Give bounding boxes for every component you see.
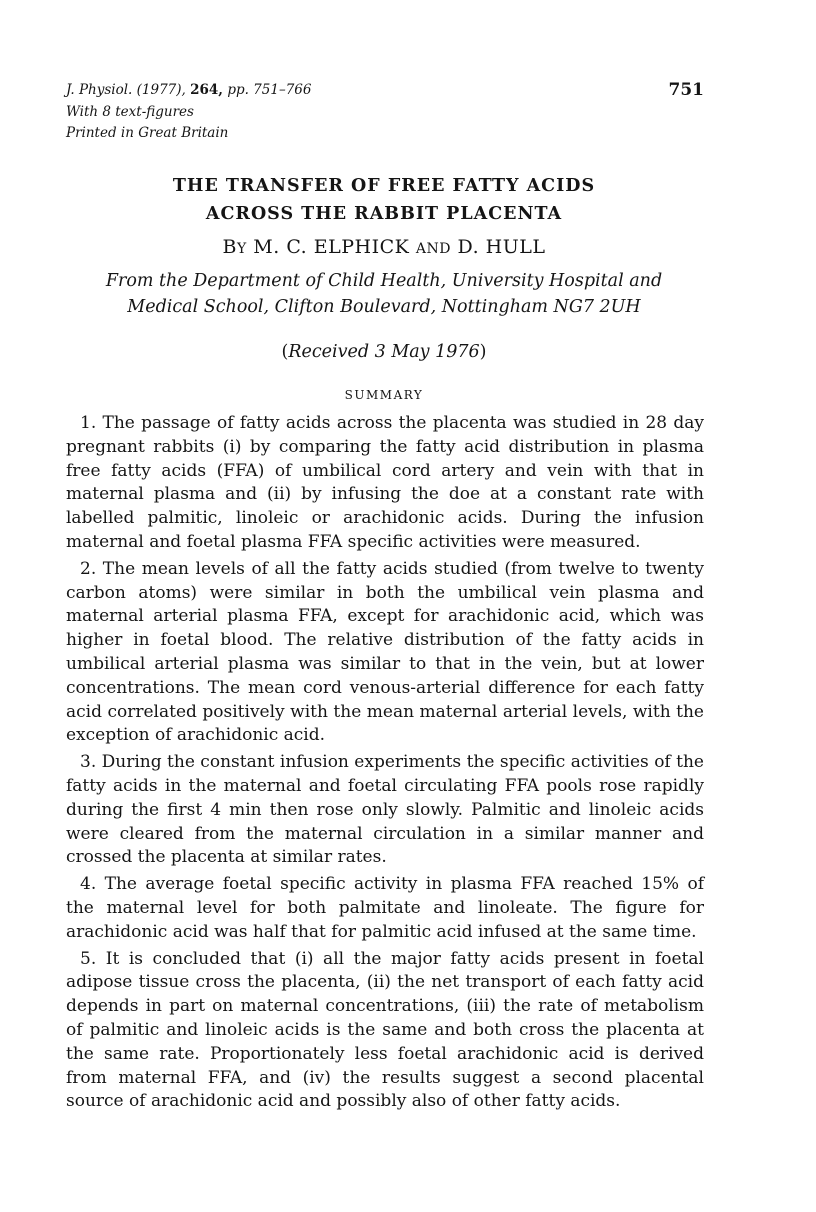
journal-citation — [66, 80, 311, 145]
journal-volume: 264, — [190, 82, 224, 98]
author-name: M. C. ELPHICK — [253, 236, 410, 258]
article-title — [0, 172, 768, 228]
summary-body — [66, 412, 704, 1117]
author-name: D. HULL — [457, 236, 546, 258]
by-initial: B — [222, 236, 237, 258]
summary-paragraph: 4. The average foetal specific activity in plasma FFA reached 15% of the maternal level for both palmitate and linoleate. The figure for arachidonic acid was half that for palmitic acid infused at the same time. — [66, 874, 704, 942]
journal-name: J. Physiol. — [66, 82, 133, 98]
journal-pages: pp. 751–766 — [227, 82, 312, 98]
affiliation-line: Medical School, Clifton Boulevard, Nottingham NG7 2UH — [127, 297, 641, 317]
journal-year: (1977), — [136, 82, 186, 98]
summary-heading: SUMMARY — [344, 388, 424, 402]
title-line: ACROSS THE RABBIT PLACENTA — [205, 204, 563, 224]
received-text: Received 3 May 1976 — [288, 342, 480, 362]
summary-paragraph: 2. The mean levels of all the fatty acids studied (from twelve to twenty carbon atoms) were similar in both the umbilical vein plasma and maternal arterial plasma FFA, except for arachidonic acid, which was higher in foetal blood. The relative distribution of the fatty acids in umbilical arterial plasma was similar to that in the vein, but at lower concentrations. The mean cord venous-arterial difference for each fatty acid correlated positively with the mean maternal arterial levels, with the exception of arachidonic acid. — [66, 558, 704, 746]
affiliation-line: From the Department of Child Health, University Hospital and — [105, 271, 663, 291]
title-line: THE TRANSFER OF FREE FATTY ACIDS — [172, 176, 596, 196]
page-number: 751 — [668, 80, 704, 100]
summary-paragraph: 3. During the constant infusion experiments the specific activities of the fatty acids in the maternal and foetal circulating FFA pools rose rapidly during the first 4 min then rose only slowly. Palmitic and linoleic acids were cleared from the maternal circulation in a similar manner and crossed the placenta at similar rates. — [66, 752, 704, 868]
affiliation — [0, 268, 768, 320]
printed-note: Printed in Great Britain — [66, 125, 229, 141]
figures-note: With 8 text-figures — [66, 103, 194, 120]
citation-line — [66, 80, 311, 102]
received-date: (Received 3 May 1976) — [281, 342, 487, 362]
author-line — [0, 236, 768, 258]
summary-paragraph: 5. It is concluded that (i) all the major fatty acids present in foetal adipose tissue cross the placenta, (ii) the net transport of each fatty acid depends in part on maternal concentrations, (iii) the rate of metabolism of palmitic and linoleic acids is the same and both cross the placenta at the same rate. Proportionately less foetal arachidonic acid is derived from maternal FFA, and (iv) the results suggest a second placental source of arachidonic acid and possibly also of other fatty acids. — [66, 948, 704, 1112]
and-conjunction: AND — [415, 241, 451, 257]
summary-paragraph: 1. The passage of fatty acids across the placenta was studied in 28 day pregnant rabbits (i) by comparing the fatty acid distribution in plasma free fatty acids (FFA) of umbilical cord artery and vein with that in maternal plasma and (ii) by infusing the doe at a constant rate with labelled palmitic, linoleic or arachidonic acids. During the infusion maternal and foetal plasma FFA specific activities were measured. — [66, 413, 704, 552]
by-small-caps: Y — [236, 241, 247, 257]
